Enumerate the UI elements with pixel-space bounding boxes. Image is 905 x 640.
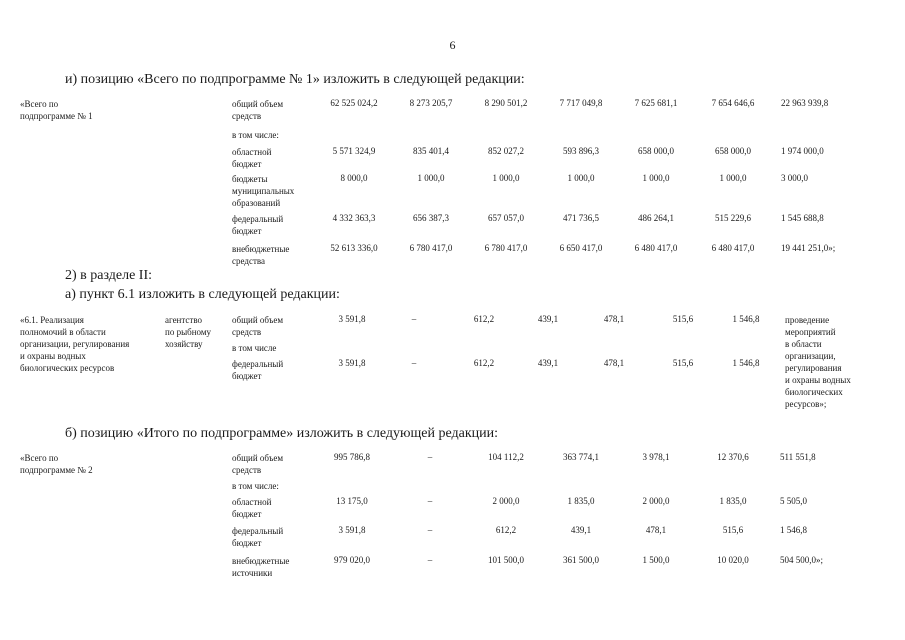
section-b-heading: б) позицию «Итого по подпрограмме» изложить в следующей редакции: [65, 426, 499, 441]
table-cell: 3 978,1 [642, 452, 670, 462]
funding-source-line: в том числе: [232, 130, 279, 140]
table-cell: – [427, 525, 433, 535]
table-cell: 10 020,0 [717, 555, 749, 565]
table-cell: 478,1 [603, 314, 625, 324]
funding-source-line: общий объем [232, 99, 284, 109]
table-cell: 1 000,0 [642, 173, 670, 183]
funding-source-line: источники [232, 568, 273, 578]
table-cell: 1 835,0 [567, 496, 595, 506]
table-cell: 658 000,0 [638, 146, 674, 156]
table-cell: 1 000,0 [417, 173, 445, 183]
section-i-heading: и) позицию «Всего по подпрограмме № 1» изложить в следующей редакции: [65, 72, 525, 87]
table-cell: 1 546,8 [732, 314, 760, 324]
table-cell: 995 786,8 [334, 452, 370, 462]
table-cell: 7 717 049,8 [559, 98, 603, 108]
funding-source-line: внебюджетные [232, 556, 290, 566]
table-cell: 1 974 000,0 [781, 146, 824, 156]
table-cell: 361 500,0 [563, 555, 599, 565]
result-line: ресурсов»; [785, 399, 827, 409]
funding-source-line: федеральный [232, 359, 284, 369]
table-cell: 62 525 024,2 [330, 98, 378, 108]
funding-source-line: общий объем [232, 453, 284, 463]
section-a-heading: а) пункт 6.1 изложить в следующей редакции: [65, 287, 340, 302]
table-cell: 363 774,1 [563, 452, 599, 462]
table-cell: 439,1 [537, 314, 559, 324]
result-line: и охраны водных [785, 375, 851, 385]
funding-source-line: бюджет [232, 226, 262, 236]
table-cell: 3 591,8 [338, 358, 366, 368]
table-cell: 52 613 336,0 [330, 243, 378, 253]
table-cell: 1 545 688,8 [781, 213, 824, 223]
result-line: в области [785, 339, 822, 349]
table-cell: 612,2 [495, 525, 517, 535]
table-cell: 104 112,2 [488, 452, 524, 462]
table-cell: 3 591,8 [338, 525, 366, 535]
funding-source-line: средства [232, 256, 266, 266]
table-cell: 657 057,0 [488, 213, 524, 223]
section-2-heading: 2) в разделе II: [65, 268, 153, 283]
table-cell: – [427, 452, 433, 462]
executor-line: агентство [165, 315, 203, 325]
table-cell: 612,2 [473, 358, 495, 368]
table-cell: 478,1 [645, 525, 667, 535]
funding-source-line: бюджет [232, 509, 262, 519]
table-cell: 511 551,8 [780, 452, 816, 462]
funding-source-line: в том числе [232, 343, 277, 353]
table-cell: 471 736,5 [563, 213, 599, 223]
table-cell: 478,1 [603, 358, 625, 368]
row-label-line: организации, регулирования [20, 339, 130, 349]
table-cell: 22 963 939,8 [781, 98, 829, 108]
table-cell: 439,1 [570, 525, 592, 535]
funding-source-line: внебюджетные [232, 244, 290, 254]
row-label-line: и охраны водных [20, 351, 86, 361]
table-cell: 5 505,0 [780, 496, 807, 506]
table-cell: 486 264,1 [638, 213, 674, 223]
row-label-line: «Всего по [20, 99, 59, 109]
table-cell: 8 290 501,2 [484, 98, 528, 108]
result-line: биологических [785, 387, 843, 397]
table-cell: 2 000,0 [492, 496, 520, 506]
table-cell: 8 000,0 [340, 173, 368, 183]
funding-source-line: общий объем [232, 315, 284, 325]
table-cell: – [427, 496, 433, 506]
table-cell: 612,2 [473, 314, 495, 324]
table-cell: 101 500,0 [488, 555, 524, 565]
executor-line: по рыбному [165, 327, 212, 337]
table-cell: 515,6 [722, 525, 744, 535]
table-cell: 504 500,0»; [780, 555, 824, 565]
table-cell: 852 027,2 [488, 146, 524, 156]
table-cell: 6 480 417,0 [711, 243, 755, 253]
table-cell: 1 000,0 [719, 173, 747, 183]
table-cell: 658 000,0 [715, 146, 751, 156]
table-cell: 656 387,3 [413, 213, 449, 223]
table-cell: 2 000,0 [642, 496, 670, 506]
table-cell: 1 000,0 [567, 173, 595, 183]
funding-source-line: бюджет [232, 538, 262, 548]
funding-source-line: муниципальных [232, 186, 295, 196]
table-cell: 593 896,3 [563, 146, 599, 156]
page-number: 6 [449, 38, 456, 52]
table-cell: 6 650 417,0 [559, 243, 603, 253]
table-cell: 7 625 681,1 [634, 98, 678, 108]
row-label-line: «6.1. Реализация [20, 315, 84, 325]
table-cell: 6 780 417,0 [409, 243, 453, 253]
result-line: регулирования [785, 363, 842, 373]
table-cell: 1 546,8 [780, 525, 807, 535]
table-cell: 515 229,6 [715, 213, 751, 223]
table-cell: 5 571 324,9 [332, 146, 376, 156]
table-cell: 1 835,0 [719, 496, 747, 506]
funding-source-line: федеральный [232, 526, 284, 536]
row-label-line: подпрограмме № 1 [20, 111, 93, 121]
table-cell: – [411, 314, 417, 324]
row-label-line: «Всего по [20, 453, 59, 463]
table-cell: 12 370,6 [717, 452, 749, 462]
funding-source-line: бюджет [232, 159, 262, 169]
funding-source-line: областной [232, 497, 272, 507]
table-cell: 4 332 363,3 [332, 213, 376, 223]
result-line: организации, [785, 351, 836, 361]
row-label-line: подпрограмме № 2 [20, 465, 93, 475]
funding-source-line: областной [232, 147, 272, 157]
funding-source-line: бюджет [232, 371, 262, 381]
table-cell: – [411, 358, 417, 368]
result-line: мероприятий [785, 327, 836, 337]
table-cell: 8 273 205,7 [409, 98, 453, 108]
funding-source-line: средств [232, 465, 262, 475]
table-cell: 1 500,0 [642, 555, 670, 565]
table-cell: 6 480 417,0 [634, 243, 678, 253]
table-cell: – [427, 555, 433, 565]
table-cell: 6 780 417,0 [484, 243, 528, 253]
table-cell: 439,1 [537, 358, 559, 368]
table-cell: 979 020,0 [334, 555, 370, 565]
table-cell: 1 546,8 [732, 358, 760, 368]
table-cell: 7 654 646,6 [711, 98, 755, 108]
table-cell: 835 401,4 [413, 146, 449, 156]
row-label-line: полномочий в области [20, 327, 106, 337]
funding-source-line: в том числе: [232, 481, 279, 491]
table-cell: 13 175,0 [336, 496, 368, 506]
table-cell: 1 000,0 [492, 173, 520, 183]
result-line: проведение [785, 315, 830, 325]
funding-source-line: средств [232, 111, 262, 121]
table-cell: 19 441 251,0»; [781, 243, 836, 253]
executor-line: хозяйству [165, 339, 203, 349]
table-cell: 515,6 [672, 314, 694, 324]
table-cell: 3 000,0 [781, 173, 808, 183]
funding-source-line: федеральный [232, 214, 284, 224]
table-cell: 515,6 [672, 358, 694, 368]
funding-source-line: бюджеты [232, 174, 268, 184]
row-label-line: биологических ресурсов [20, 363, 115, 373]
table-cell: 3 591,8 [338, 314, 366, 324]
funding-source-line: средств [232, 327, 262, 337]
funding-source-line: образований [232, 198, 281, 208]
